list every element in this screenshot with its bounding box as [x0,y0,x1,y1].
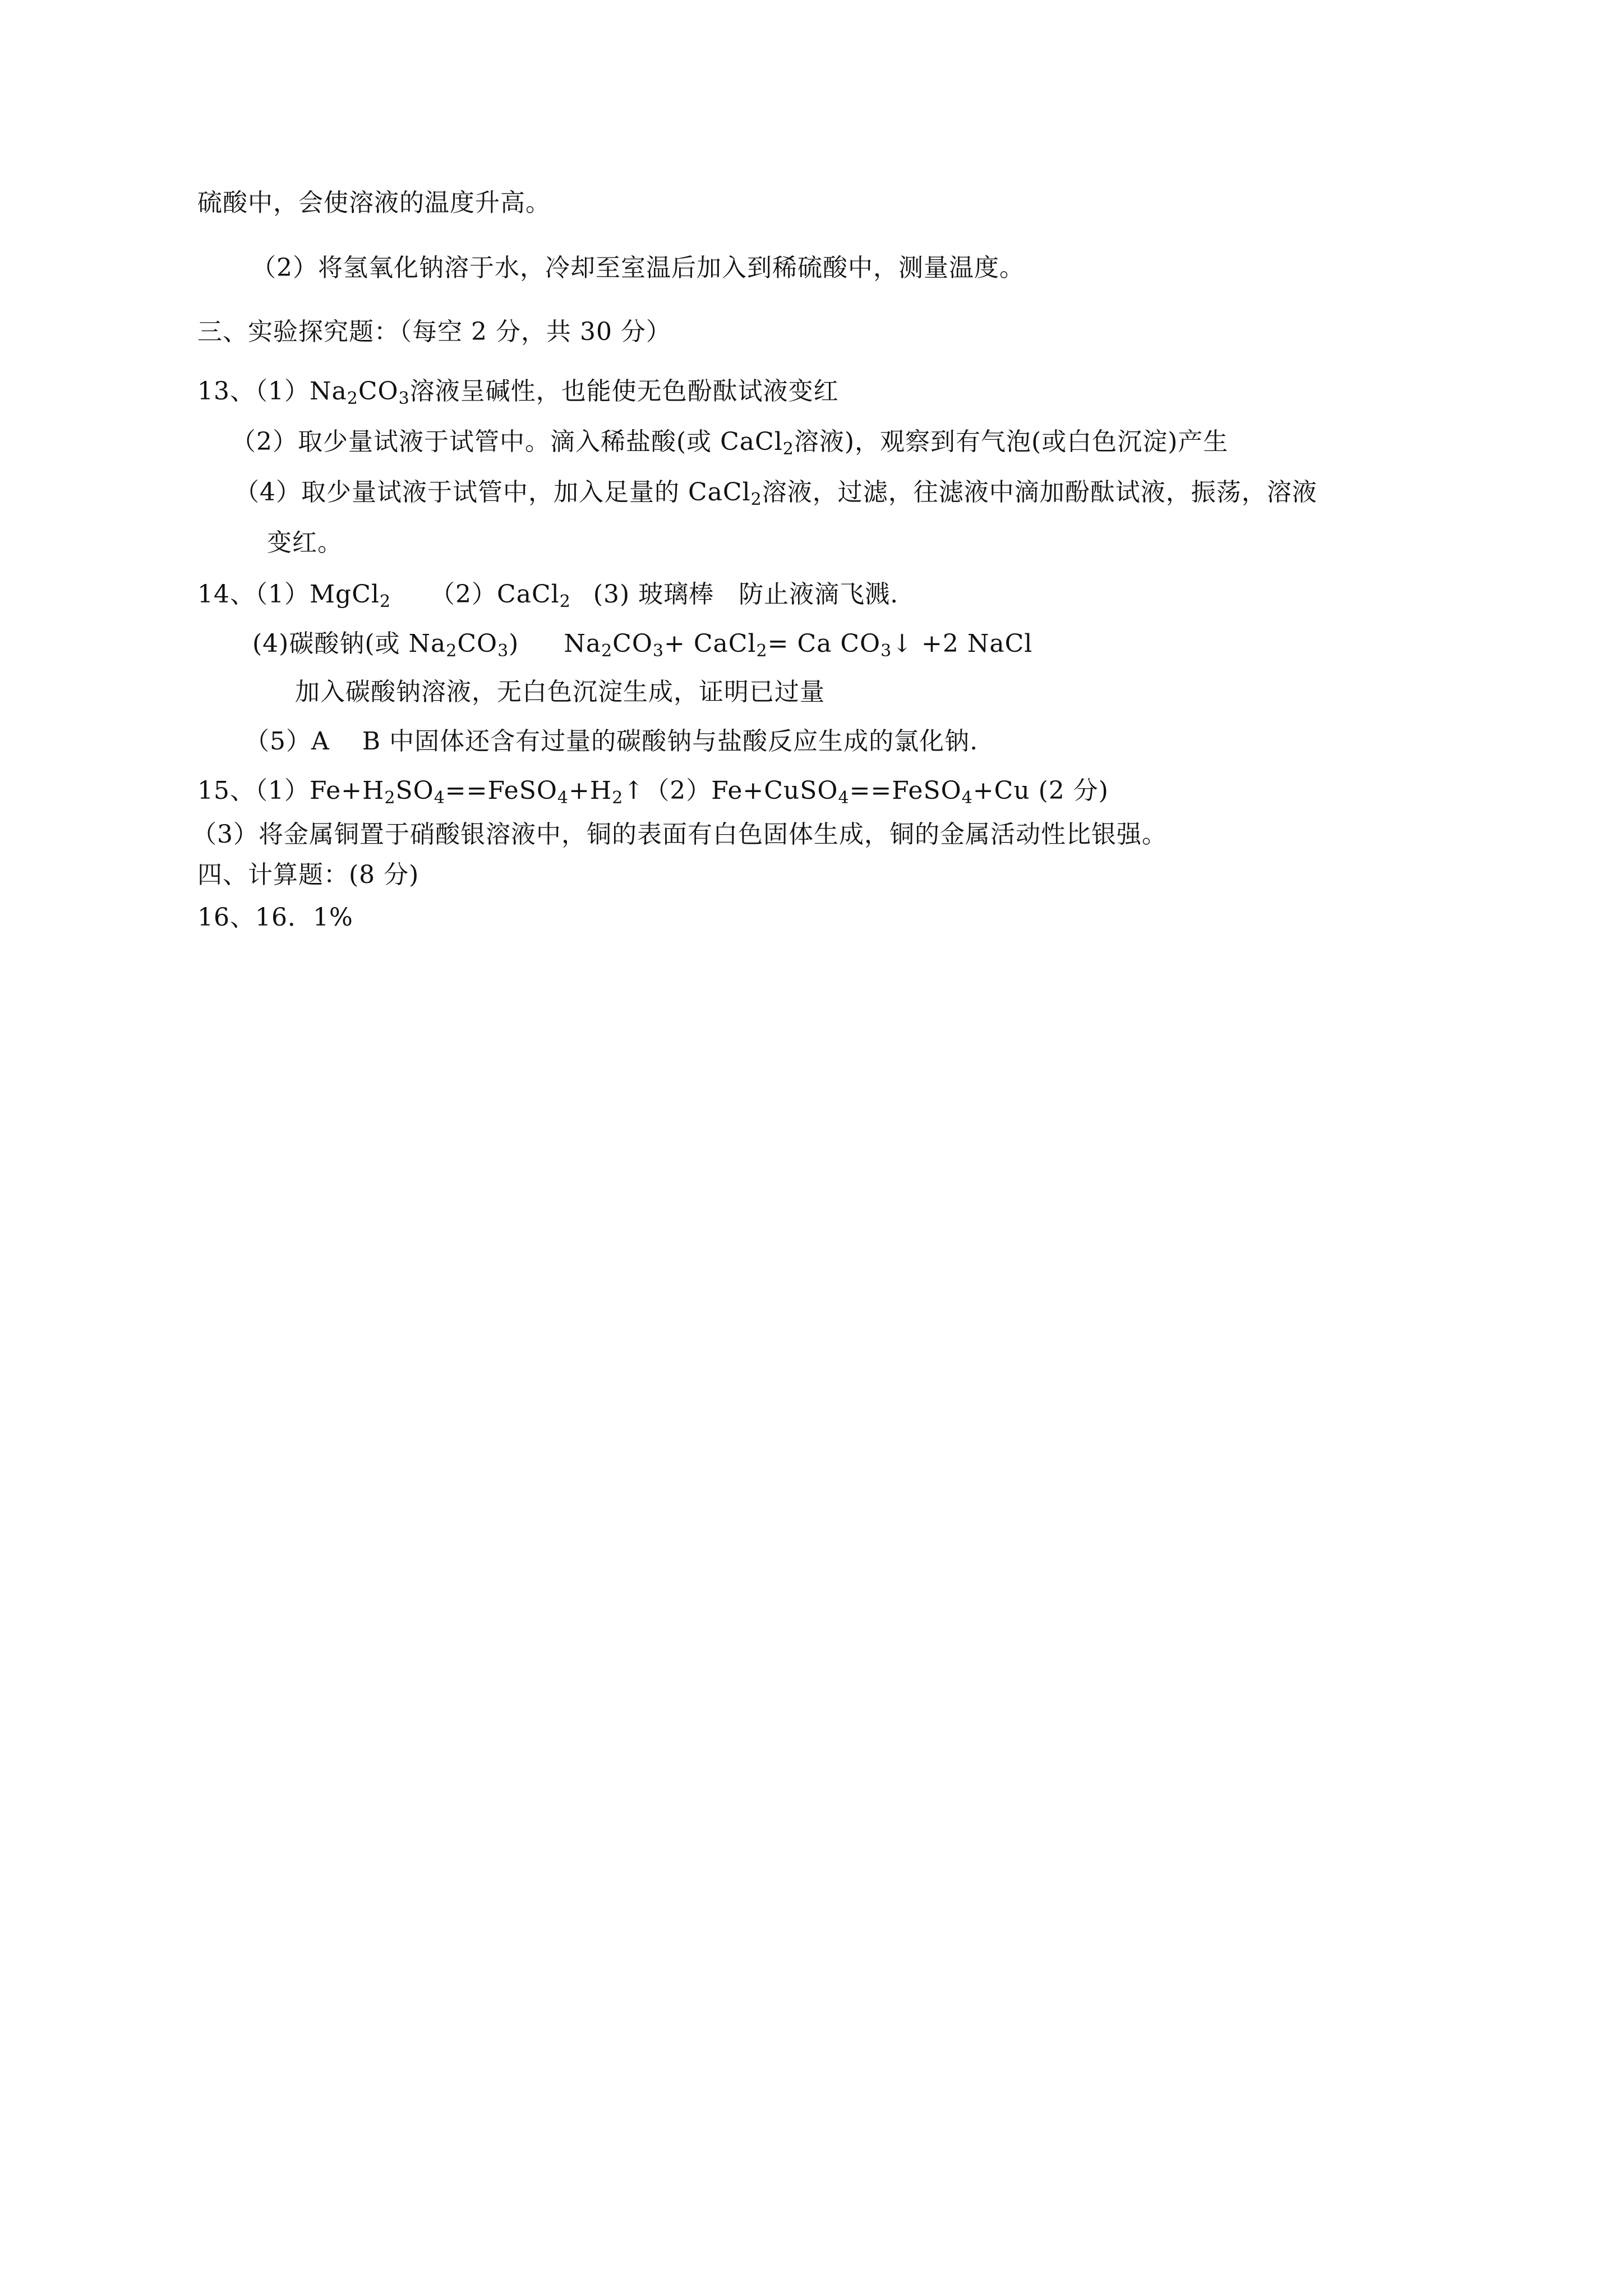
text-line-sulfuric-acid-temperature: 硫酸中，会使溶液的温度升高。 [197,188,551,217]
text-line-answer-12-2: （2）将氢氧化钠溶于水，冷却至室温后加入到稀硫酸中，测量温度。 [251,254,1025,282]
text-line-answer-15-1-2: 15、$(1)Fe+H_2SO_4==FeSO_4+H_2↑(2)Fe+CuSO_4==FeSO_4+Cu$ (2 分) [197,776,1109,808]
text-line-answer-14-4-equation: (4)碳酸钠(或 $Na_2CO_3$) $Na_2CO_3+$ CaCl$_2$= Ca $CO_3↓ +2$ NaCl [252,629,1033,661]
text-line-answer-15-3: （3）将金属铜置于硝酸银溶液中，铜的表面有白色固体生成，铜的金属活动性比银强。 [192,820,1167,849]
text-line-answer-14-5: （5）A B 中固体还含有过量的碳酸钠与盐酸反应生成的氯化钠. [245,727,979,756]
section-heading-experiment: 三、实验探究题：（每空 2 分，共 30 分） [197,318,671,346]
text-line-answer-13-4: （4）取少量试液于试管中，加入足量的 CaCl$_2$溶液，过滤，往滤液中滴加酚酞试液，振荡，溶液 [234,478,1317,509]
text-line-answer-13-2: （2）取少量试液于试管中。滴入稀盐酸(或 CaCl$_2$溶液)，观察到有气泡(或白色沉淀)产生 [231,427,1229,459]
text-line-answer-13-1: 13、$(1)Na_2CO_3$溶液呈碱性，也能使无色酚酞试液变红 [197,377,839,408]
text-line-answer-16: 16、16．1% [197,903,353,932]
section-heading-calculation: 四、计算题：(8 分) [197,861,419,889]
text-line-answer-14-4-test: 加入碳酸钠溶液，无白色沉淀生成，证明已过量 [295,678,825,706]
text-line-answer-13-4-cont: 变红。 [267,528,343,557]
text-line-answer-14-1-3: 14、（1）MgCl$_2$ （2）CaCl$_2$ (3) 玻璃棒 防止液滴飞溅. [197,580,899,611]
